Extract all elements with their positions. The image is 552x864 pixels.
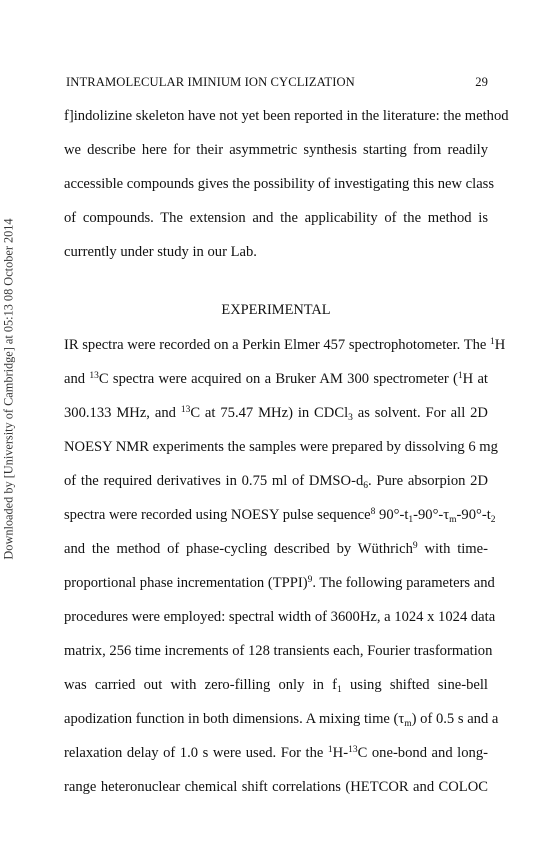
superscript: 1 <box>327 745 333 755</box>
text-run: apodization function in both dimensions. A mixing time (τ <box>64 711 405 727</box>
text-run: spectra were recorded using NOESY pulse sequence <box>64 507 371 523</box>
text-line <box>64 532 488 566</box>
text-run: H- <box>332 745 349 761</box>
watermark-text: Downloaded by [University of Cambridge] at 05:13 08 October 2014 <box>2 218 16 560</box>
subscript: m <box>449 515 457 525</box>
text-run: range heteronuclear chemical shift correlations (HETCOR and COLOC <box>64 779 488 795</box>
superscript: 9 <box>412 541 418 551</box>
text-run: H at <box>462 371 488 387</box>
subscript: 6 <box>363 481 368 491</box>
text-line: f]indolizine skeleton have not yet been reported in the literature: the method <box>64 108 509 124</box>
text-line <box>64 736 488 770</box>
subscript: 3 <box>348 413 353 423</box>
download-watermark <box>2 154 16 624</box>
text-run: and <box>64 371 90 387</box>
text-run: of the required derivatives in 0.75 ml of DMSO-d <box>64 473 364 489</box>
text-line <box>64 668 488 702</box>
text-run: C one-bond and long- <box>357 745 488 761</box>
text-run: -90°-t <box>456 507 491 523</box>
text-line: of compounds. The extension and the applicability of the method is <box>64 210 488 226</box>
text-run: using shifted sine-bell <box>341 677 488 693</box>
text-run: relaxation delay of 1.0 s were used. For the <box>64 745 328 761</box>
text-line <box>64 396 488 430</box>
text-run: ) of 0.5 s and a <box>411 711 499 727</box>
text-run: IR spectra were recorded on a Perkin Elmer 457 spectrophotometer. The <box>64 337 491 353</box>
superscript: 1 <box>457 371 463 381</box>
running-title: INTRAMOLECULAR IMINIUM ION CYCLIZATION <box>66 75 355 89</box>
text-run: was carried out with zero-filling only in f <box>64 677 338 693</box>
text-run: -90°-τ <box>413 507 450 523</box>
text-line <box>64 600 496 634</box>
text-run: proportional phase incrementation (TPPI) <box>64 575 308 591</box>
text-line <box>64 498 496 532</box>
text-run: 90°-t <box>375 507 409 523</box>
text-line: accessible compounds gives the possibility of investigating this new class <box>64 176 495 192</box>
text-run: and the method of phase-cycling described by Wüthrich <box>64 541 413 557</box>
text-line <box>64 464 488 498</box>
text-run: C spectra were acquired on a Bruker AM 300 spectrometer ( <box>98 371 458 387</box>
text-run: . Pure absorpion 2D <box>368 473 488 489</box>
text-run: C at 75.47 MHz) in CDCl <box>190 405 349 421</box>
text-line <box>64 430 498 464</box>
intro-paragraph <box>64 99 509 269</box>
experimental-paragraph <box>64 328 506 804</box>
text-line <box>64 634 493 668</box>
text-run: . The following parameters and <box>312 575 495 591</box>
subscript: 1 <box>408 515 414 525</box>
superscript: 13 <box>89 371 99 381</box>
text-line: we describe here for their asymmetric synthesis starting from readily <box>64 142 488 158</box>
text-run: procedures were employed: spectral width of 3600Hz, a 1024 x 1024 data <box>64 609 496 625</box>
text-run: as solvent. For all 2D <box>352 405 488 421</box>
text-run: with time- <box>417 541 488 557</box>
text-line: currently under study in our Lab. <box>64 244 257 260</box>
section-heading-experimental: EXPERIMENTAL <box>221 302 331 318</box>
text-run: H <box>494 337 506 353</box>
text-line <box>64 566 495 600</box>
text-line <box>64 362 488 396</box>
superscript: 13 <box>180 405 191 415</box>
text-line <box>64 770 488 804</box>
text-run: NOESY NMR experiments the samples were prepared by dissolving 6 mg <box>64 439 498 455</box>
text-run: 300.133 MHz, and <box>64 405 181 421</box>
subscript: m <box>404 719 412 729</box>
text-run: matrix, 256 time increments of 128 transients each, Fourier trasformation <box>64 643 493 659</box>
page-number: 29 <box>475 75 488 89</box>
subscript: 2 <box>490 515 496 525</box>
running-header <box>66 75 488 90</box>
text-line <box>64 702 499 736</box>
superscript: 9 <box>307 575 313 585</box>
text-line <box>64 328 506 362</box>
superscript: 8 <box>370 507 376 517</box>
superscript: 13 <box>348 745 358 755</box>
superscript: 1 <box>490 337 495 347</box>
subscript: 1 <box>337 685 342 695</box>
